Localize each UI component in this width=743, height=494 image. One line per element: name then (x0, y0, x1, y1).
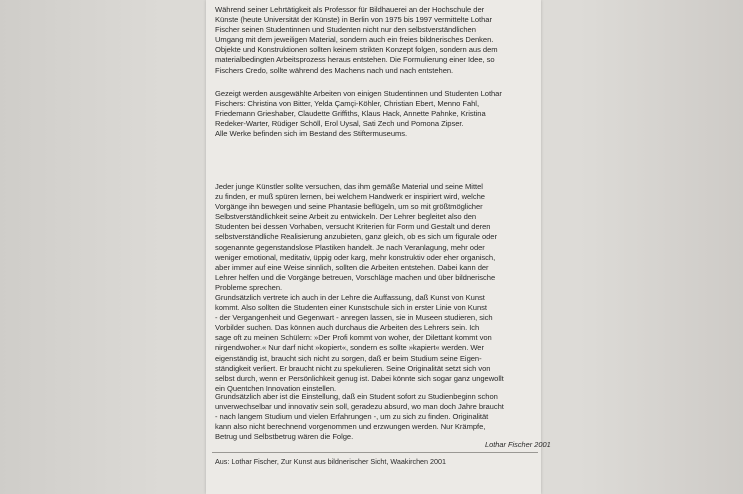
intro-paragraph (215, 5, 545, 76)
text-line: - der Vergangenheit und Gegenwart - anregen lassen, sie in Museen studieren, sich (215, 313, 493, 323)
text-line: Vorgänge ihn bewegen und seine Phantasie beflügeln, um so mit größtmöglicher (215, 202, 483, 212)
text-line: Fischers Credo, sollte während des Machens nach und nach entstehen. (215, 65, 454, 75)
text-line: Lehrer helfen und die Vorgänge betreuen, Vorschläge machen und über bildnerische (215, 272, 496, 282)
text-line: Umgang mit dem jeweiligen Material, sondern auch ein freies bildnerisches Denken. (215, 35, 494, 45)
text-line: Grundsätzlich vertrete ich auch in der Lehre die Auffassung, daß Kunst von Kunst (215, 293, 485, 302)
text-line: kommt. Also sollten die Studenten einer Kunstschule sich in erster Linie von Kunst (215, 303, 487, 313)
text-line: Fischer seinen Studentinnen und Studenten nicht nur den selbstverständlichen (215, 25, 476, 35)
text-line: Vorbilder suchen. Das können auch durchaus die Arbeiten des Lehrers sein. Ich (215, 323, 480, 333)
text-line: eigenständig ist, braucht sich nicht zu sorgen, daß er beim Studium seine Eigen- (215, 353, 482, 363)
text-line: Jeder junge Künstler sollte versuchen, das ihm gemäße Material und seine Mittel (215, 182, 483, 191)
footer-divider (212, 452, 538, 453)
text-line: Probleme sprechen. (215, 282, 283, 292)
text-line: ständigkeit verliert. Er braucht nicht zu spekulieren. Seine Originalität setzt sich von (215, 363, 491, 373)
text-line: Objekte und Konstruktionen sollten keinem strikten Konzept folgen, sondern aus dem (215, 45, 498, 55)
text-line: weniger emotional, meditativ, üppig oder karg, mehr konstruktiv oder eher organisch, (215, 252, 496, 262)
text-line: Gezeigt werden ausgewählte Arbeiten von einigen Studentinnen und Studenten Lothar (215, 89, 502, 98)
text-line: kann also nicht berechnend vorgenommen und erzwungen werden. Nur Krämpfe, (215, 422, 486, 432)
quote-paragraph-3 (215, 392, 545, 442)
text-line: selbstverständliche Realisierung anzubieten, ganz gleich, ob es sich um figurale oder (215, 232, 497, 242)
text-line: zu finden, er muß spüren lernen, bei welchem Handwerk er inspiriert wird, welche (215, 192, 485, 202)
text-line: - nach langem Studium und vielen Erfahrungen -, um zu sich zu finden. Originalität (215, 412, 489, 422)
text-line: Friedemann Grieshaber, Claudette Griffiths, Klaus Hack, Annette Pahnke, Kristina (215, 109, 486, 119)
text-line: materialbedingten Arbeitsprozess heraus entstehen. Die Formulierung einer Idee, so (215, 55, 495, 65)
quote-paragraph-2 (215, 293, 545, 394)
text-line: Künste (heute Universität der Künste) in Berlin von 1975 bis 1997 vermittelte Lothar (215, 15, 492, 25)
text-line: selbst durch, wenn er Persönlichkeit genug ist. Dabei könnte sich sogar ganz ungewollt (215, 373, 504, 383)
text-line: aber immer auf eine Weise sinnlich, sollten die Arbeiten entstehen. Dabei kann der (215, 262, 489, 272)
text-line: unverwechselbar und innovativ sein soll, geradezu absurd, wo man doch Jahre braucht (215, 402, 504, 412)
text-line: Grundsätzlich aber ist die Einstellung, daß ein Student sofort zu Studienbeginn schon (215, 392, 498, 401)
text-line: nirgendwoher.« Nur darf nicht »kopiert«, sondern es sollte »kapiert« werden. Wer (215, 343, 484, 353)
participants-paragraph (215, 89, 545, 139)
text-line: sogenannte gegenstandslose Plastiken handelt. Je nach Veranlagung, mehr oder (215, 242, 485, 252)
text-line: Alle Werke befinden sich im Bestand des Stiftermuseums. (215, 129, 408, 139)
source-citation: Aus: Lothar Fischer, Zur Kunst aus bildnerischer Sicht, Waakirchen 2001 (215, 457, 447, 466)
text-line: Redeker-Warter, Rüdiger Schöll, Erol Uysal, Sati Zech und Pomona Zipser. (215, 119, 464, 129)
author-signature: Lothar Fischer 2001 (485, 440, 551, 449)
text-line: Fischers: Christina von Bitter, Yelda Çamçi-Köhler, Christian Ebert, Menno Fahl, (215, 99, 480, 109)
quote-paragraph-1 (215, 182, 545, 293)
text-line: Betrug und Selbstbetrug wären die Folge. (215, 432, 354, 442)
text-line: Während seiner Lehrtätigkeit als Professor für Bildhauerei an der Hochschule der (215, 5, 485, 14)
text-line: Studenten bei dessen Vorhaben, versucht Kriterien für Form und Gestalt und deren (215, 222, 491, 232)
text-line: sage oft zu meinen Schülern: »Der Profi kommt von woher, der Dilettant kommt von (215, 333, 492, 343)
text-line: Selbstverständlichkeit seine Arbeit zu entwickeln. Der Lehrer begleitet also den (215, 212, 477, 222)
text-line: ein Quentchen Innovation einstellen. (215, 383, 337, 393)
